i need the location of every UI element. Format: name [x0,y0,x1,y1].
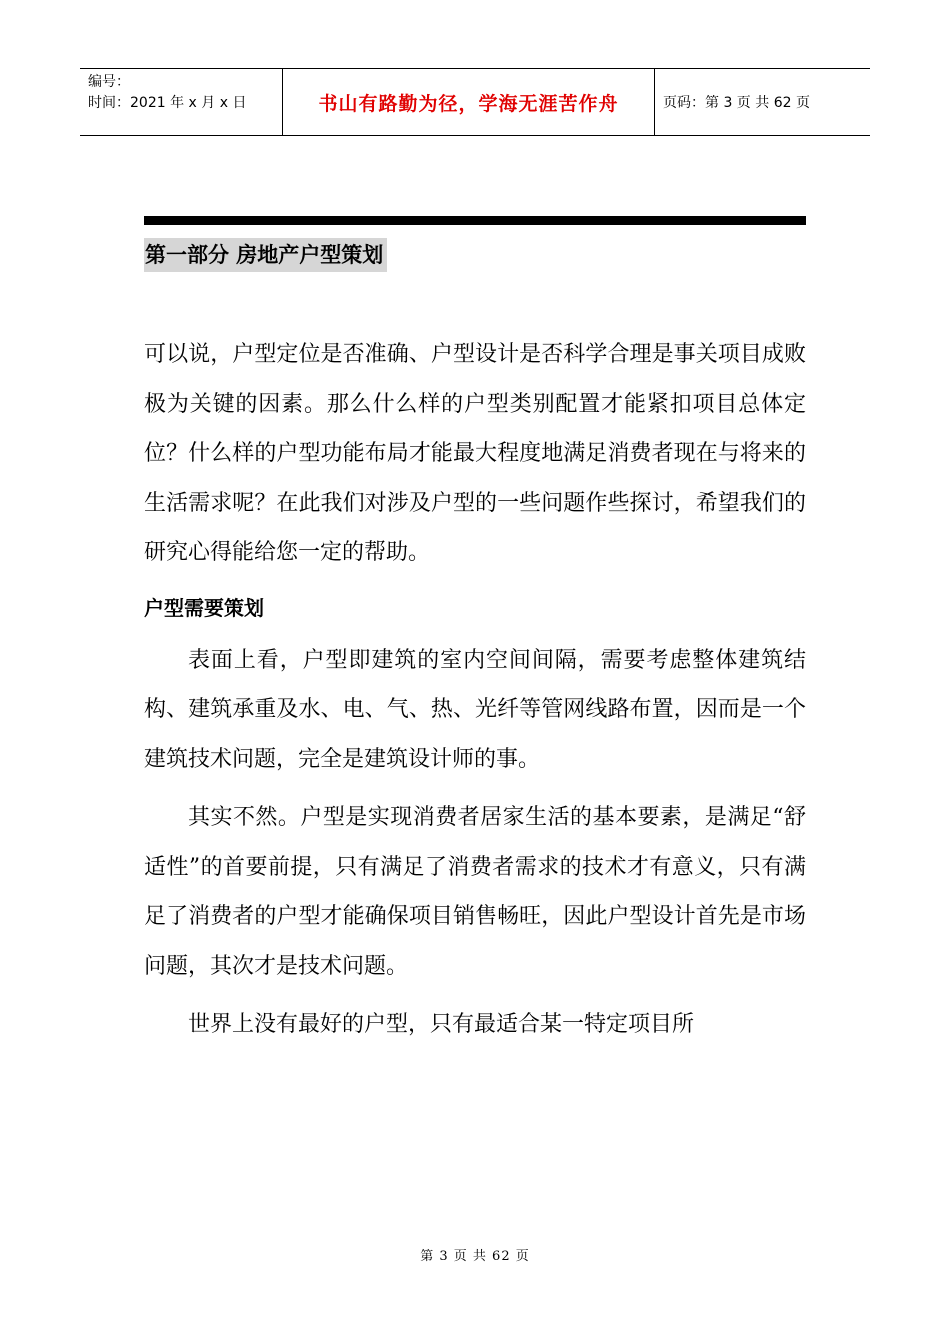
section-divider-bar [144,216,806,225]
document-body [144,330,806,1050]
header-meta [80,69,282,135]
header-motto: 书山有路勤为径，学海无涯苦作舟 [282,69,655,135]
intro-paragraph: 可以说，户型定位是否准确、户型设计是否科学合理是事关项目成败极为关键的因素。那么什么样的户型类别配置才能紧扣项目总体定位？什么样的户型功能布局才能最大程度地满足消费者现在与将来的生活需求呢？在此我们对涉及户型的一些问题作些探讨，希望我们的研究心得能给您一定的帮助。 [144,342,806,565]
document-date-label: 时间：2021 年 x 月 x 日 [88,95,247,111]
subheading: 户型需要策划 [144,595,264,620]
body-paragraph: 世界上没有最好的户型，只有最适合某一特定项目所 [188,1012,695,1037]
body-paragraph: 表面上看，户型即建筑的室内空间间隔，需要考虑整体建筑结构、建筑承重及水、电、气、热、光纤等管网线路布置，因而是一个建筑技术问题，完全是建筑设计师的事。 [144,647,806,772]
section-title: 第一部分 房地产户型策划 [144,238,387,272]
page-footer: 第 3 页 共 62 页 [420,1249,530,1264]
body-paragraph: 其实不然。户型是实现消费者居家生活的基本要素，是满足“舒适性”的首要前提，只有满足了消费者需求的技术才有意义，只有满足了消费者的户型才能确保项目销售畅旺，因此户型设计首先是市场问题，其次才是技术问题。 [144,805,806,979]
document-number-label: 编号： [88,74,130,90]
header-page-number: 页码：第 3 页 共 62 页 [663,95,810,111]
page-header [80,68,870,136]
